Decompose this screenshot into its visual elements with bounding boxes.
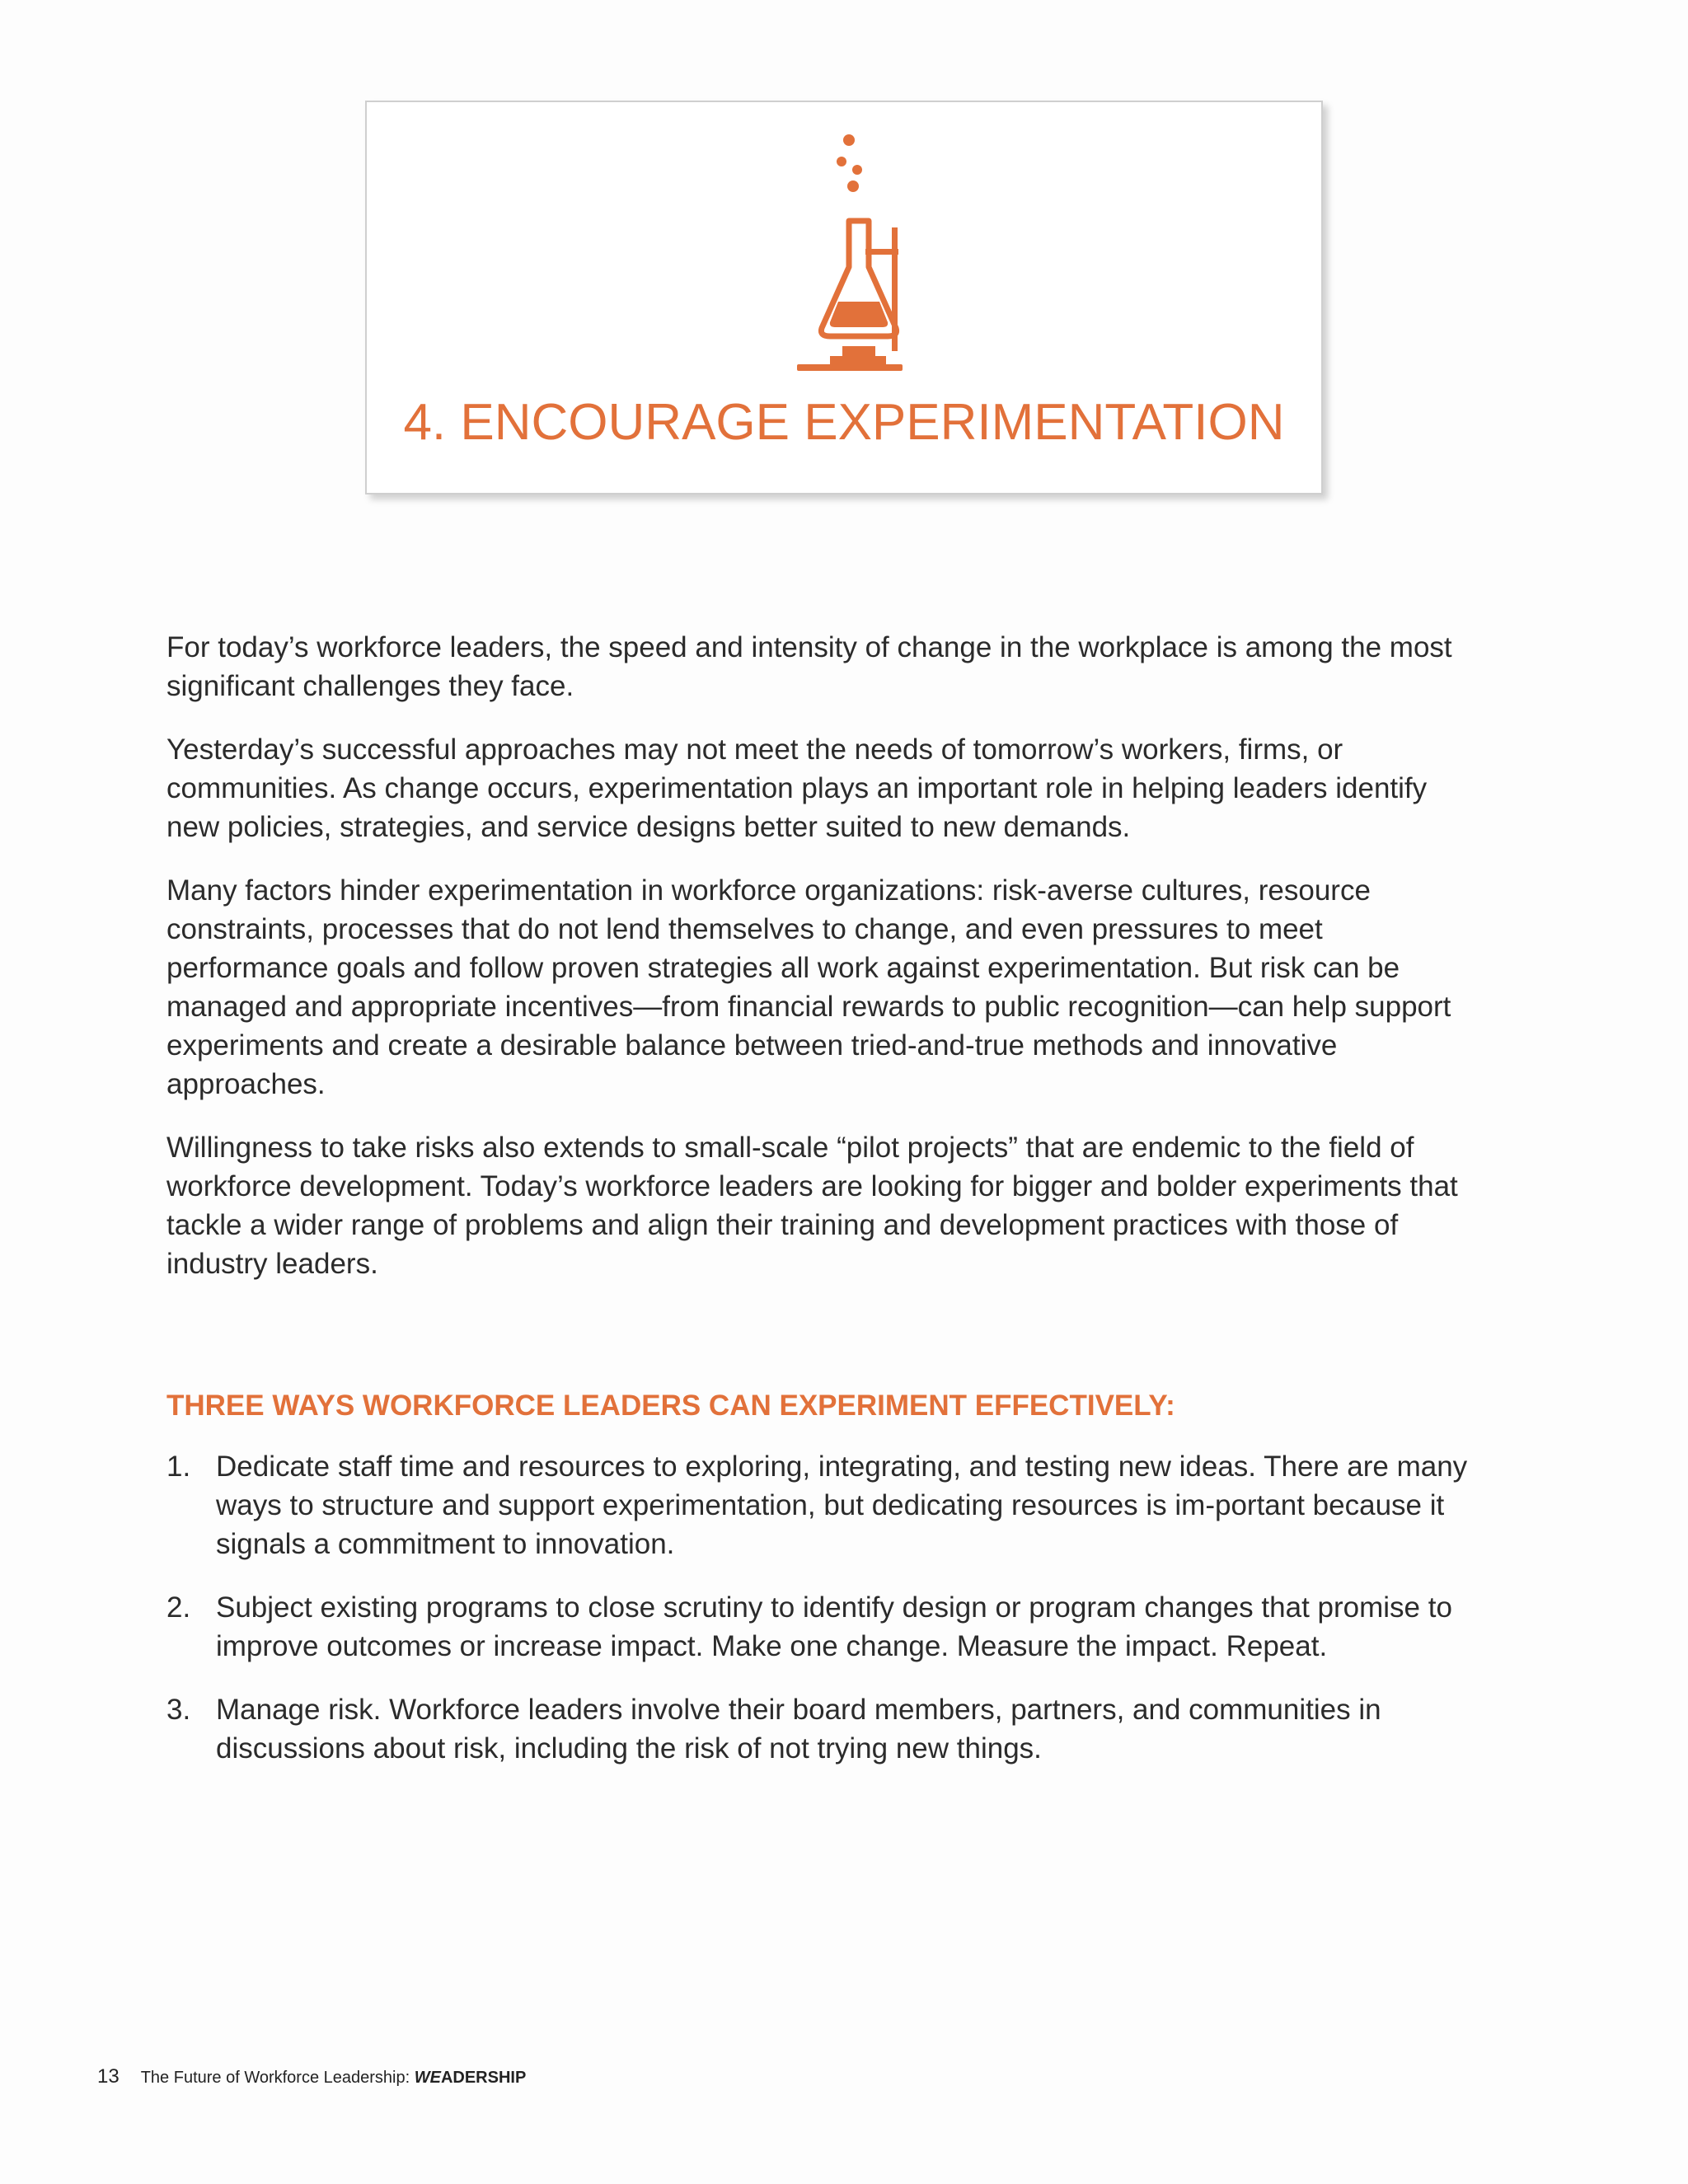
ways-heading: THREE WAYS WORKFORCE LEADERS CAN EXPERIMENT EFFECTIVELY:: [166, 1390, 1175, 1422]
list-item: [166, 1690, 1469, 1768]
list-text: Subject existing programs to close scrutiny to identify design or program changes that promise to improve outcomes or increase impact. Make one change. Measure the impact. Repeat.: [216, 1591, 1452, 1662]
list-text: Manage risk. Workforce leaders involve their board members, partners, and communities in discussions about risk, including the risk of not trying new things.: [216, 1694, 1381, 1765]
list-number: 3.: [166, 1694, 191, 1726]
publication-title: The Future of Workforce Leadership:: [140, 2069, 415, 2087]
page-number: 13: [97, 2065, 120, 2088]
brand-we: WE: [414, 2069, 441, 2087]
ways-list: [166, 1447, 1469, 1793]
list-item: [166, 1588, 1469, 1666]
lab-flask-icon: [754, 129, 935, 376]
list-item: [166, 1447, 1469, 1563]
paragraph: Yesterday’s successful approaches may not meet the needs of tomorrow’s workers, firms, or communities. As change occurs, experimentation plays an important role in helping leaders identify new policies, strategies, and service designs better suited to new demands.: [166, 733, 1428, 843]
list-text: Dedicate staff time and resources to exploring, integrating, and testing new ideas. There are many ways to structure and support experimentation, but dedicating resources is im-portant because it signals a commitment to innovation.: [216, 1451, 1468, 1560]
section-title-box: [365, 101, 1323, 494]
list-number: 1.: [166, 1451, 191, 1483]
section-title: 4. ENCOURAGE EXPERIMENTATION: [403, 394, 1285, 451]
brand-rest: ADERSHIP: [440, 2069, 527, 2087]
paragraph: Willingness to take risks also extends to small-scale “pilot projects” that are endemic to the field of workforce development. Today’s workforce leaders are looking for bigger and bolder experiments that tackle a wider range of problems and align their training and development practices with those of industry leaders.: [166, 1132, 1458, 1280]
list-number: 2.: [166, 1591, 191, 1624]
page-footer: [97, 2065, 526, 2088]
paragraph: For today’s workforce leaders, the speed and intensity of change in the workplace is among the most significant challenges they face.: [166, 631, 1452, 702]
body-text: [166, 628, 1469, 1308]
paragraph: Many factors hinder experimentation in workforce organizations: risk-averse cultures, resource constraints, processes that do not lend themselves to change, and even pressures to meet performance goals and follow proven strategies all work against experimentation. But risk can be managed and appropriate incentives—from financial rewards to public recognition—can help support experiments and create a desirable balance between tried-and-true methods and innovative approaches.: [166, 874, 1451, 1100]
